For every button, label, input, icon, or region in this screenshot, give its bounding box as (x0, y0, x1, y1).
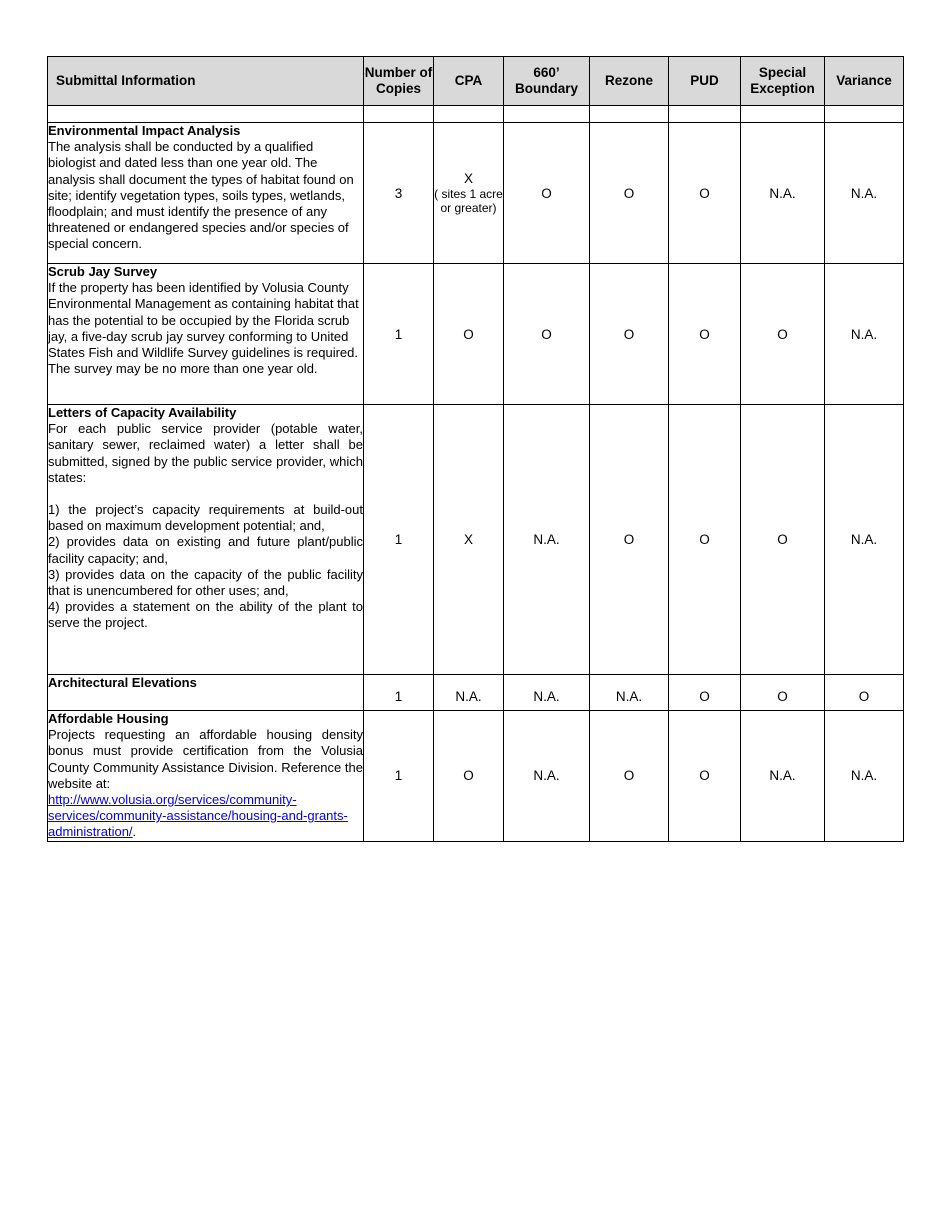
list-item: 2) provides data on existing and future plant/public facility capacity; and, (48, 534, 363, 566)
cell-cpa: O (434, 264, 504, 405)
cell-copies: 1 (364, 264, 434, 405)
row-body: Projects requesting an affordable housing density bonus must provide certification from the Volusia County Community Assistance Division. Reference the website at: (48, 727, 363, 791)
table-row (48, 264, 904, 405)
cell-special-exception: N.A. (741, 711, 825, 842)
header-row (48, 57, 904, 106)
row-intro: For each public service provider (potable water, sanitary sewer, reclaimed water) a letter shall be submitted, signed by the public service provider, which states: (48, 421, 363, 485)
cell-cpa: O (434, 711, 504, 842)
table-row (48, 405, 904, 675)
cpa-note: ( sites 1 acre or greater) (434, 186, 503, 215)
cell-special-exception: O (741, 675, 825, 711)
row-title: Affordable Housing (48, 711, 169, 726)
header-cpa: CPA (434, 57, 504, 106)
cell-copies: 3 (364, 123, 434, 264)
list-item: 1) the project’s capacity requirements at build-out based on maximum development potential; and, (48, 502, 363, 534)
cell-copies: 1 (364, 405, 434, 675)
header-pud: PUD (669, 57, 741, 106)
row-title: Architectural Elevations (48, 675, 197, 690)
cell-pud: O (669, 264, 741, 405)
cpa-mark: X (463, 170, 473, 186)
row-body: The analysis shall be conducted by a qualified biologist and dated less than one year old. The analysis shall document the types of habitat found on site; identify vegetation types, soils types, wetlands, floodplain; and must identify the presence of any threatened or endangered species and/or species of special concern. (48, 139, 354, 252)
header-rezone: Rezone (590, 57, 669, 106)
cell-special-exception: O (741, 264, 825, 405)
row-body: If the property has been identified by Volusia County Environmental Management as containing habitat that has the potential to be occupied by the Florida scrub jay, a five-day scrub jay survey conforming to United States Fish and Wildlife Survey guidelines is required. The survey may be no more than one year old. (48, 280, 359, 377)
cell-copies: 1 (364, 711, 434, 842)
header-boundary: 660’ Boundary (504, 57, 590, 106)
row-description (48, 675, 364, 711)
cell-variance: N.A. (825, 405, 904, 675)
cell-rezone: O (590, 264, 669, 405)
spacer-row (48, 106, 904, 123)
cell-variance: N.A. (825, 264, 904, 405)
cell-rezone: N.A. (590, 675, 669, 711)
cell-boundary: O (504, 264, 590, 405)
cell-cpa: X (434, 405, 504, 675)
list-item: 3) provides data on the capacity of the public facility that is unencumbered for other uses; and, (48, 566, 363, 599)
table-row (48, 711, 904, 842)
row-description (48, 264, 364, 405)
website-link[interactable]: http://www.volusia.org/services/community-services/community-assistance/housing-and-grants-administration/ (48, 792, 348, 840)
cell-copies: 1 (364, 675, 434, 711)
row-description (48, 405, 364, 675)
header-submittal: Submittal Information (48, 57, 364, 106)
cell-cpa: N.A. (434, 675, 504, 711)
cell-rezone: O (590, 405, 669, 675)
cell-special-exception: O (741, 405, 825, 675)
cell-boundary: N.A. (504, 675, 590, 711)
link-suffix: . (132, 824, 137, 840)
table-row (48, 123, 904, 264)
cell-boundary: N.A. (504, 405, 590, 675)
cell-variance: O (825, 675, 904, 711)
cell-pud: O (669, 675, 741, 711)
table-row (48, 675, 904, 711)
cell-cpa (434, 123, 504, 264)
cell-variance: N.A. (825, 123, 904, 264)
cell-pud: O (669, 711, 741, 842)
header-special-exception: Special Exception (741, 57, 825, 106)
row-description (48, 123, 364, 264)
cell-variance: N.A. (825, 711, 904, 842)
cell-pud: O (669, 405, 741, 675)
cell-rezone: O (590, 123, 669, 264)
submittal-table (47, 56, 904, 842)
cell-pud: O (669, 123, 741, 264)
header-copies: Number of Copies (364, 57, 434, 106)
header-variance: Variance (825, 57, 904, 106)
cell-special-exception: N.A. (741, 123, 825, 264)
row-title: Letters of Capacity Availability (48, 405, 237, 420)
cell-rezone: O (590, 711, 669, 842)
row-title: Scrub Jay Survey (48, 264, 158, 279)
row-description (48, 711, 364, 842)
row-title: Environmental Impact Analysis (48, 123, 241, 138)
cell-boundary: O (504, 123, 590, 264)
cell-boundary: N.A. (504, 711, 590, 842)
list-item: 4) provides a statement on the ability of the plant to serve the project. (48, 599, 363, 631)
